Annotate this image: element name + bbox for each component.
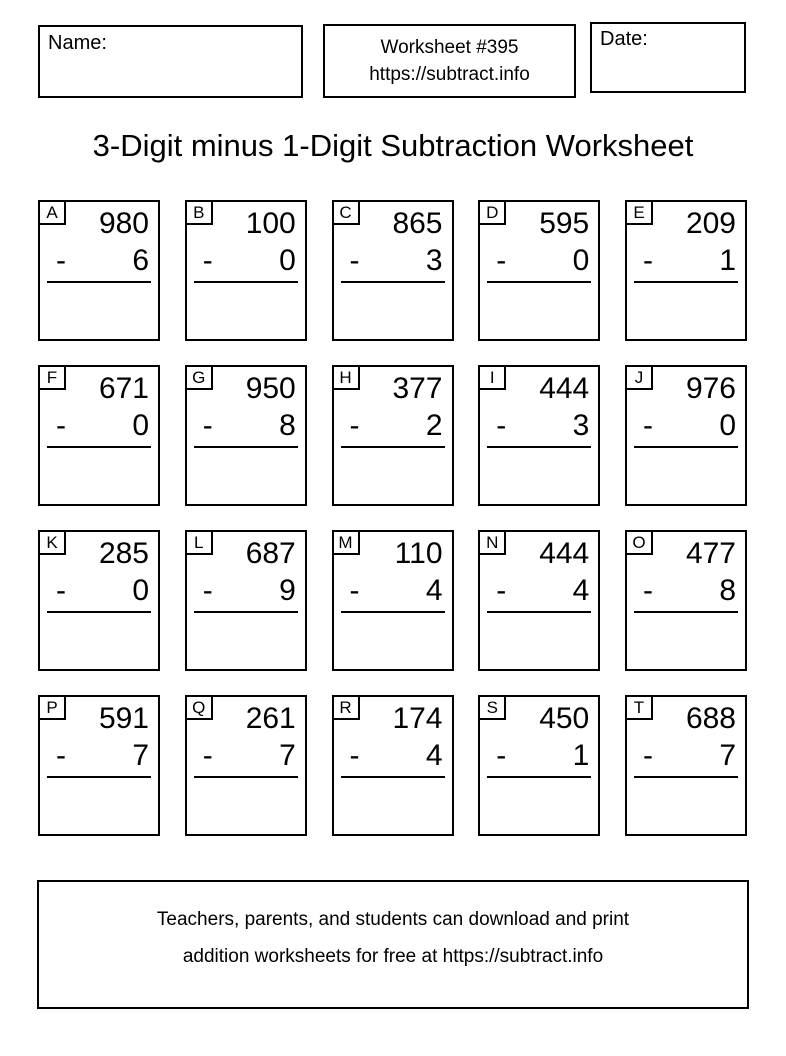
minus-operator: -	[496, 739, 507, 772]
minuend: 687	[245, 537, 296, 570]
subtraction-row	[643, 246, 736, 276]
answer-space[interactable]	[42, 613, 156, 667]
subtraction-row	[56, 576, 149, 606]
subtrahend: 1	[719, 244, 736, 277]
problem-label: D	[480, 202, 506, 225]
subtraction-row	[203, 576, 296, 606]
minuend: 450	[539, 702, 590, 735]
answer-space[interactable]	[482, 778, 596, 832]
minuend: 100	[245, 207, 296, 240]
problem-card	[185, 200, 307, 341]
minuend: 591	[98, 702, 149, 735]
answer-space[interactable]	[336, 613, 450, 667]
minuend: 477	[685, 537, 736, 570]
subtrahend: 7	[279, 739, 296, 772]
problem-card	[625, 200, 747, 341]
problem-label: K	[40, 532, 66, 555]
problem-card	[478, 695, 600, 836]
minuend: 950	[245, 372, 296, 405]
problem-label: S	[480, 697, 506, 720]
problem-card	[625, 695, 747, 836]
problem-card	[625, 530, 747, 671]
subtrahend: 3	[572, 409, 590, 442]
problem-card	[38, 530, 160, 671]
minuend: 377	[392, 372, 443, 405]
minus-operator: -	[496, 244, 507, 277]
subtraction-row	[643, 741, 736, 771]
problem-card	[185, 695, 307, 836]
problem-card	[185, 365, 307, 506]
subtraction-row	[496, 246, 589, 276]
answer-space[interactable]	[629, 778, 743, 832]
subtraction-row	[203, 246, 296, 276]
subtraction-row	[203, 741, 296, 771]
minus-operator: -	[202, 739, 213, 772]
problem-card	[38, 695, 160, 836]
answer-space[interactable]	[189, 448, 303, 502]
answer-space[interactable]	[629, 613, 743, 667]
minus-operator: -	[349, 244, 360, 277]
minus-operator: -	[202, 409, 213, 442]
answer-space[interactable]	[189, 613, 303, 667]
minus-operator: -	[56, 739, 66, 772]
subtraction-row	[56, 246, 149, 276]
worksheet-number: Worksheet #395	[380, 37, 519, 58]
minus-operator: -	[349, 739, 360, 772]
minus-operator: -	[496, 574, 507, 607]
minus-operator: -	[56, 244, 66, 277]
problem-card	[478, 530, 600, 671]
subtrahend: 2	[425, 409, 443, 442]
subtraction-row	[496, 576, 589, 606]
problem-label: N	[480, 532, 506, 555]
problem-label: O	[627, 532, 653, 555]
problem-card	[625, 365, 747, 506]
subtrahend: 8	[719, 574, 736, 607]
answer-space[interactable]	[42, 283, 156, 337]
answer-space[interactable]	[336, 448, 450, 502]
minuend: 688	[685, 702, 736, 735]
minus-operator: -	[56, 409, 66, 442]
problem-label: J	[627, 367, 653, 390]
subtrahend: 7	[132, 739, 149, 772]
problem-card	[332, 365, 454, 506]
problem-label: M	[334, 532, 360, 555]
minuend: 110	[394, 537, 443, 570]
answer-space[interactable]	[42, 778, 156, 832]
answer-space[interactable]	[629, 448, 743, 502]
subtrahend: 0	[279, 244, 296, 277]
answer-space[interactable]	[189, 778, 303, 832]
date-field-box[interactable]	[590, 22, 746, 93]
subtraction-row	[350, 411, 443, 441]
subtrahend: 4	[425, 739, 443, 772]
minuend: 261	[245, 702, 296, 735]
problem-card	[38, 365, 160, 506]
subtrahend: 3	[425, 244, 443, 277]
footer-line2: addition worksheets for free at https://subtract.info	[182, 945, 604, 967]
subtraction-row	[350, 576, 443, 606]
subtrahend: 6	[132, 244, 149, 277]
subtrahend: 0	[572, 244, 590, 277]
minus-operator: -	[643, 739, 653, 772]
subtraction-row	[496, 411, 589, 441]
subtrahend: 0	[719, 409, 736, 442]
problem-label: Q	[187, 697, 213, 720]
problem-card	[332, 695, 454, 836]
problem-label: E	[627, 202, 653, 225]
subtraction-row	[56, 741, 149, 771]
answer-space[interactable]	[629, 283, 743, 337]
answer-space[interactable]	[482, 448, 596, 502]
minuend: 980	[98, 207, 149, 240]
minus-operator: -	[349, 409, 360, 442]
subtrahend: 4	[425, 574, 443, 607]
minus-operator: -	[643, 244, 653, 277]
minuend: 285	[98, 537, 149, 570]
minuend: 174	[392, 702, 443, 735]
problem-label: P	[40, 697, 66, 720]
minuend: 595	[539, 207, 590, 240]
worksheet-url: https://subtract.info	[369, 64, 530, 85]
problem-card	[38, 200, 160, 341]
footer-line1: Teachers, parents, and students can download and print	[156, 908, 630, 930]
footer-box	[37, 880, 749, 1009]
subtraction-row	[350, 246, 443, 276]
problem-card	[332, 200, 454, 341]
minuend: 444	[539, 372, 590, 405]
problem-label: B	[187, 202, 213, 225]
minuend: 209	[685, 207, 736, 240]
answer-space[interactable]	[189, 283, 303, 337]
minus-operator: -	[643, 409, 653, 442]
subtrahend: 9	[279, 574, 296, 607]
subtrahend: 8	[279, 409, 296, 442]
answer-space[interactable]	[336, 778, 450, 832]
minus-operator: -	[349, 574, 360, 607]
problem-card	[478, 200, 600, 341]
minus-operator: -	[643, 574, 653, 607]
problem-card	[185, 530, 307, 671]
answer-space[interactable]	[336, 283, 450, 337]
problem-label: T	[627, 697, 653, 720]
minus-operator: -	[202, 574, 213, 607]
minus-operator: -	[496, 409, 507, 442]
problems-grid	[38, 200, 747, 836]
subtrahend: 4	[572, 574, 590, 607]
date-label: Date:	[600, 28, 648, 50]
minus-operator: -	[56, 574, 66, 607]
answer-space[interactable]	[42, 448, 156, 502]
problem-label: L	[187, 532, 213, 555]
problem-label: H	[334, 367, 360, 390]
problem-label: R	[334, 697, 360, 720]
problem-label: F	[40, 367, 66, 390]
minuend: 976	[685, 372, 736, 405]
name-label: Name:	[48, 32, 107, 54]
subtraction-row	[643, 411, 736, 441]
subtraction-row	[350, 741, 443, 771]
minuend: 671	[98, 372, 149, 405]
subtraction-row	[56, 411, 149, 441]
problem-label: I	[480, 367, 506, 390]
minuend: 444	[539, 537, 590, 570]
subtraction-row	[496, 741, 589, 771]
subtrahend: 7	[719, 739, 736, 772]
worksheet-info-box	[323, 24, 576, 98]
minus-operator: -	[202, 244, 213, 277]
page-title: 3-Digit minus 1-Digit Subtraction Worksheet	[92, 128, 694, 163]
problem-label: A	[40, 202, 66, 225]
answer-space[interactable]	[482, 613, 596, 667]
minuend: 865	[392, 207, 443, 240]
problem-label: C	[334, 202, 360, 225]
subtraction-row	[203, 411, 296, 441]
subtraction-row	[643, 576, 736, 606]
name-field-box[interactable]	[38, 25, 303, 98]
problem-card	[332, 530, 454, 671]
problem-label: G	[187, 367, 213, 390]
subtrahend: 0	[132, 409, 149, 442]
answer-space[interactable]	[482, 283, 596, 337]
subtrahend: 1	[572, 739, 590, 772]
subtrahend: 0	[132, 574, 149, 607]
problem-card	[478, 365, 600, 506]
